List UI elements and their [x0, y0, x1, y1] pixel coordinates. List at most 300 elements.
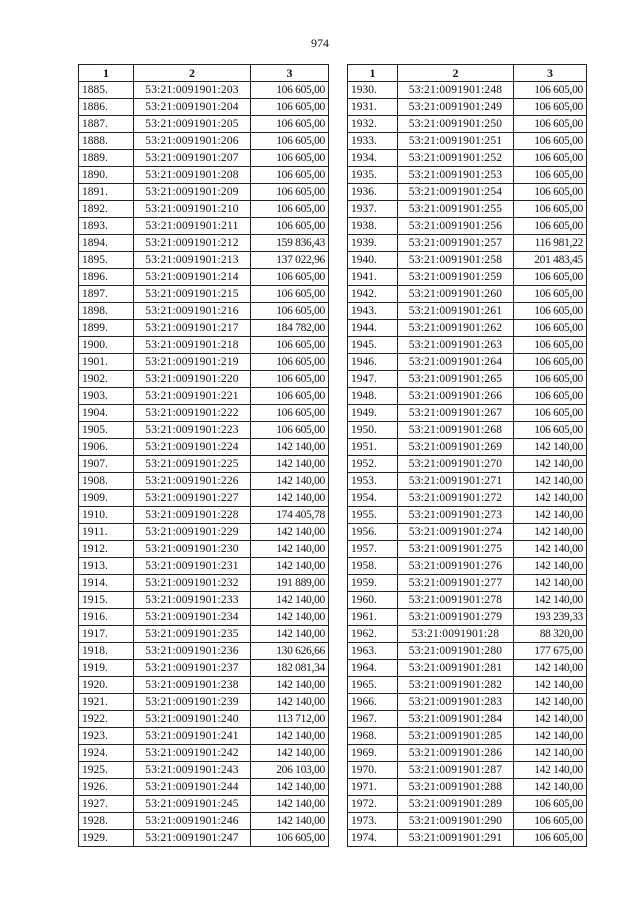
- row-number-cell: 1898.: [79, 303, 134, 320]
- table-row: [79, 388, 329, 405]
- column-header-cadastral: 2: [134, 65, 251, 82]
- value-cell: 142 140,00: [514, 558, 587, 575]
- cadastral-number-cell: 53:21:0091901:285: [398, 728, 514, 745]
- value-cell: 142 140,00: [514, 541, 587, 558]
- row-number-cell: 1928.: [79, 813, 134, 830]
- row-number-cell: 1969.: [348, 745, 398, 762]
- table-row: [348, 575, 587, 592]
- row-number-cell: 1891.: [79, 184, 134, 201]
- value-cell: 106 605,00: [251, 303, 329, 320]
- table-row: [348, 218, 587, 235]
- row-number-cell: 1924.: [79, 745, 134, 762]
- value-cell: 142 140,00: [251, 439, 329, 456]
- value-cell: 106 605,00: [251, 269, 329, 286]
- table-row: [348, 439, 587, 456]
- row-number-cell: 1915.: [79, 592, 134, 609]
- table-row: [348, 201, 587, 218]
- table-row: [79, 167, 329, 184]
- cadastral-number-cell: 53:21:0091901:225: [134, 456, 251, 473]
- cadastral-number-cell: 53:21:0091901:205: [134, 116, 251, 133]
- row-number-cell: 1886.: [79, 99, 134, 116]
- row-number-cell: 1887.: [79, 116, 134, 133]
- value-cell: 142 140,00: [514, 490, 587, 507]
- row-number-cell: 1899.: [79, 320, 134, 337]
- cadastral-number-cell: 53:21:0091901:218: [134, 337, 251, 354]
- table-row: [348, 252, 587, 269]
- cadastral-number-cell: 53:21:0091901:273: [398, 507, 514, 524]
- cadastral-number-cell: 53:21:0091901:28: [398, 626, 514, 643]
- row-number-cell: 1917.: [79, 626, 134, 643]
- table-row: [348, 626, 587, 643]
- cadastral-number-cell: 53:21:0091901:277: [398, 575, 514, 592]
- table-row: [79, 796, 329, 813]
- row-number-cell: 1894.: [79, 235, 134, 252]
- value-cell: 142 140,00: [514, 711, 587, 728]
- row-number-cell: 1945.: [348, 337, 398, 354]
- table-row: [348, 660, 587, 677]
- value-cell: 106 605,00: [514, 388, 587, 405]
- value-cell: 113 712,00: [251, 711, 329, 728]
- row-number-cell: 1941.: [348, 269, 398, 286]
- value-cell: 106 605,00: [514, 201, 587, 218]
- row-number-cell: 1906.: [79, 439, 134, 456]
- value-cell: 193 239,33: [514, 609, 587, 626]
- row-number-cell: 1940.: [348, 252, 398, 269]
- row-number-cell: 1926.: [79, 779, 134, 796]
- value-cell: 142 140,00: [514, 575, 587, 592]
- row-number-cell: 1902.: [79, 371, 134, 388]
- value-cell: 106 605,00: [251, 830, 329, 847]
- table-row: [348, 507, 587, 524]
- table-row: [79, 337, 329, 354]
- table-row: [348, 694, 587, 711]
- value-cell: 116 981,22: [514, 235, 587, 252]
- cadastral-number-cell: 53:21:0091901:257: [398, 235, 514, 252]
- table-row: [348, 813, 587, 830]
- cadastral-number-cell: 53:21:0091901:207: [134, 150, 251, 167]
- cadastral-number-cell: 53:21:0091901:219: [134, 354, 251, 371]
- table-row: [348, 167, 587, 184]
- table-row: [348, 490, 587, 507]
- cadastral-number-cell: 53:21:0091901:240: [134, 711, 251, 728]
- value-cell: 106 605,00: [514, 796, 587, 813]
- value-cell: 106 605,00: [514, 830, 587, 847]
- table-row: [79, 456, 329, 473]
- cadastral-number-cell: 53:21:0091901:274: [398, 524, 514, 541]
- value-cell: 106 605,00: [514, 167, 587, 184]
- cadastral-number-cell: 53:21:0091901:244: [134, 779, 251, 796]
- cadastral-number-cell: 53:21:0091901:255: [398, 201, 514, 218]
- value-cell: 106 605,00: [514, 286, 587, 303]
- cadastral-number-cell: 53:21:0091901:233: [134, 592, 251, 609]
- cadastral-number-cell: 53:21:0091901:232: [134, 575, 251, 592]
- value-cell: 142 140,00: [251, 524, 329, 541]
- cadastral-number-cell: 53:21:0091901:282: [398, 677, 514, 694]
- cadastral-number-cell: 53:21:0091901:264: [398, 354, 514, 371]
- row-number-cell: 1903.: [79, 388, 134, 405]
- cadastral-number-cell: 53:21:0091901:270: [398, 456, 514, 473]
- value-cell: 106 605,00: [251, 184, 329, 201]
- value-cell: 142 140,00: [514, 473, 587, 490]
- row-number-cell: 1970.: [348, 762, 398, 779]
- row-number-cell: 1942.: [348, 286, 398, 303]
- row-number-cell: 1954.: [348, 490, 398, 507]
- table-row: [348, 286, 587, 303]
- cadastral-number-cell: 53:21:0091901:258: [398, 252, 514, 269]
- table-row: [79, 133, 329, 150]
- table-row: [348, 762, 587, 779]
- table-row: [79, 269, 329, 286]
- value-cell: 106 605,00: [251, 422, 329, 439]
- value-cell: 106 605,00: [251, 133, 329, 150]
- table-header-row: [79, 65, 329, 82]
- table-row: [79, 201, 329, 218]
- row-number-cell: 1949.: [348, 405, 398, 422]
- column-header-value: 3: [514, 65, 587, 82]
- row-number-cell: 1955.: [348, 507, 398, 524]
- row-number-cell: 1904.: [79, 405, 134, 422]
- table-row: [79, 422, 329, 439]
- row-number-cell: 1958.: [348, 558, 398, 575]
- cadastral-number-cell: 53:21:0091901:254: [398, 184, 514, 201]
- table-row: [79, 405, 329, 422]
- value-cell: 201 483,45: [514, 252, 587, 269]
- cadastral-number-cell: 53:21:0091901:262: [398, 320, 514, 337]
- cadastral-number-cell: 53:21:0091901:220: [134, 371, 251, 388]
- table-row: [79, 303, 329, 320]
- value-cell: 142 140,00: [514, 439, 587, 456]
- row-number-cell: 1900.: [79, 337, 134, 354]
- value-cell: 106 605,00: [251, 116, 329, 133]
- cadastral-number-cell: 53:21:0091901:227: [134, 490, 251, 507]
- value-cell: 106 605,00: [251, 167, 329, 184]
- cadastral-number-cell: 53:21:0091901:231: [134, 558, 251, 575]
- value-cell: 191 889,00: [251, 575, 329, 592]
- table-row: [348, 422, 587, 439]
- cadastral-number-cell: 53:21:0091901:272: [398, 490, 514, 507]
- row-number-cell: 1934.: [348, 150, 398, 167]
- value-cell: 106 605,00: [514, 371, 587, 388]
- value-cell: 142 140,00: [251, 592, 329, 609]
- cadastral-number-cell: 53:21:0091901:203: [134, 82, 251, 99]
- row-number-cell: 1922.: [79, 711, 134, 728]
- row-number-cell: 1893.: [79, 218, 134, 235]
- cadastral-number-cell: 53:21:0091901:280: [398, 643, 514, 660]
- cadastral-number-cell: 53:21:0091901:210: [134, 201, 251, 218]
- value-cell: 142 140,00: [514, 779, 587, 796]
- row-number-cell: 1965.: [348, 677, 398, 694]
- row-number-cell: 1910.: [79, 507, 134, 524]
- value-cell: 142 140,00: [514, 677, 587, 694]
- cadastral-number-cell: 53:21:0091901:234: [134, 609, 251, 626]
- table-row: [79, 626, 329, 643]
- row-number-cell: 1895.: [79, 252, 134, 269]
- row-number-cell: 1888.: [79, 133, 134, 150]
- cadastral-number-cell: 53:21:0091901:228: [134, 507, 251, 524]
- cadastral-number-cell: 53:21:0091901:256: [398, 218, 514, 235]
- row-number-cell: 1967.: [348, 711, 398, 728]
- value-cell: 106 605,00: [251, 150, 329, 167]
- row-number-cell: 1931.: [348, 99, 398, 116]
- table-row: [348, 711, 587, 728]
- table-row: [348, 99, 587, 116]
- table-row: [79, 779, 329, 796]
- cadastral-number-cell: 53:21:0091901:213: [134, 252, 251, 269]
- cadastral-number-cell: 53:21:0091901:287: [398, 762, 514, 779]
- value-cell: 174 405,78: [251, 507, 329, 524]
- cadastral-number-cell: 53:21:0091901:250: [398, 116, 514, 133]
- row-number-cell: 1916.: [79, 609, 134, 626]
- table-row: [79, 99, 329, 116]
- cadastral-number-cell: 53:21:0091901:239: [134, 694, 251, 711]
- value-cell: 106 605,00: [514, 422, 587, 439]
- table-row: [79, 541, 329, 558]
- cadastral-number-cell: 53:21:0091901:291: [398, 830, 514, 847]
- value-cell: 106 605,00: [251, 286, 329, 303]
- row-number-cell: 1920.: [79, 677, 134, 694]
- value-cell: 106 605,00: [514, 184, 587, 201]
- table-row: [348, 456, 587, 473]
- table-row: [348, 82, 587, 99]
- cadastral-number-cell: 53:21:0091901:242: [134, 745, 251, 762]
- row-number-cell: 1933.: [348, 133, 398, 150]
- row-number-cell: 1935.: [348, 167, 398, 184]
- value-cell: 88 320,00: [514, 626, 587, 643]
- row-number-cell: 1959.: [348, 575, 398, 592]
- table-row: [348, 235, 587, 252]
- table-row: [79, 252, 329, 269]
- cadastral-number-cell: 53:21:0091901:278: [398, 592, 514, 609]
- value-cell: 142 140,00: [514, 524, 587, 541]
- table-row: [348, 830, 587, 847]
- row-number-cell: 1937.: [348, 201, 398, 218]
- table-row: [348, 354, 587, 371]
- row-number-cell: 1890.: [79, 167, 134, 184]
- row-number-cell: 1896.: [79, 269, 134, 286]
- cadastral-number-cell: 53:21:0091901:235: [134, 626, 251, 643]
- cadastral-number-cell: 53:21:0091901:289: [398, 796, 514, 813]
- cadastral-number-cell: 53:21:0091901:275: [398, 541, 514, 558]
- cadastral-number-cell: 53:21:0091901:237: [134, 660, 251, 677]
- cadastral-number-cell: 53:21:0091901:265: [398, 371, 514, 388]
- table-row: [79, 354, 329, 371]
- value-cell: 142 140,00: [251, 473, 329, 490]
- value-cell: 142 140,00: [251, 728, 329, 745]
- table-header-row: [348, 65, 587, 82]
- value-cell: 142 140,00: [251, 677, 329, 694]
- table-row: [79, 473, 329, 490]
- row-number-cell: 1972.: [348, 796, 398, 813]
- row-number-cell: 1932.: [348, 116, 398, 133]
- row-number-cell: 1936.: [348, 184, 398, 201]
- row-number-cell: 1950.: [348, 422, 398, 439]
- value-cell: 142 140,00: [251, 745, 329, 762]
- table-row: [348, 728, 587, 745]
- row-number-cell: 1908.: [79, 473, 134, 490]
- row-number-cell: 1951.: [348, 439, 398, 456]
- column-header-cadastral: 2: [398, 65, 514, 82]
- value-cell: 142 140,00: [514, 762, 587, 779]
- table-row: [79, 609, 329, 626]
- value-cell: 142 140,00: [251, 609, 329, 626]
- cadastral-number-cell: 53:21:0091901:230: [134, 541, 251, 558]
- table-row: [348, 558, 587, 575]
- row-number-cell: 1957.: [348, 541, 398, 558]
- value-cell: 137 022,96: [251, 252, 329, 269]
- table-row: [79, 575, 329, 592]
- cadastral-number-cell: 53:21:0091901:260: [398, 286, 514, 303]
- cadastral-number-cell: 53:21:0091901:209: [134, 184, 251, 201]
- cadastral-number-cell: 53:21:0091901:206: [134, 133, 251, 150]
- table-row: [79, 711, 329, 728]
- value-cell: 106 605,00: [514, 354, 587, 371]
- table-row: [79, 830, 329, 847]
- table-row: [79, 150, 329, 167]
- row-number-cell: 1907.: [79, 456, 134, 473]
- cadastral-number-cell: 53:21:0091901:216: [134, 303, 251, 320]
- value-cell: 142 140,00: [514, 660, 587, 677]
- table-row: [79, 592, 329, 609]
- value-cell: 206 103,00: [251, 762, 329, 779]
- row-number-cell: 1918.: [79, 643, 134, 660]
- row-number-cell: 1885.: [79, 82, 134, 99]
- value-cell: 142 140,00: [251, 626, 329, 643]
- cadastral-number-cell: 53:21:0091901:245: [134, 796, 251, 813]
- column-header-number: 1: [79, 65, 134, 82]
- cadastral-number-cell: 53:21:0091901:215: [134, 286, 251, 303]
- value-cell: 142 140,00: [251, 558, 329, 575]
- row-number-cell: 1966.: [348, 694, 398, 711]
- cadastral-number-cell: 53:21:0091901:276: [398, 558, 514, 575]
- table-row: [79, 218, 329, 235]
- table-row: [348, 116, 587, 133]
- cadastral-number-cell: 53:21:0091901:281: [398, 660, 514, 677]
- table-row: [79, 116, 329, 133]
- row-number-cell: 1921.: [79, 694, 134, 711]
- value-cell: 130 626,66: [251, 643, 329, 660]
- value-cell: 106 605,00: [251, 405, 329, 422]
- cadastral-number-cell: 53:21:0091901:212: [134, 235, 251, 252]
- row-number-cell: 1911.: [79, 524, 134, 541]
- row-number-cell: 1953.: [348, 473, 398, 490]
- value-cell: 142 140,00: [514, 592, 587, 609]
- row-number-cell: 1962.: [348, 626, 398, 643]
- column-header-value: 3: [251, 65, 329, 82]
- value-cell: 106 605,00: [514, 150, 587, 167]
- row-number-cell: 1905.: [79, 422, 134, 439]
- cadastral-number-cell: 53:21:0091901:204: [134, 99, 251, 116]
- cadastral-number-cell: 53:21:0091901:259: [398, 269, 514, 286]
- table-row: [348, 677, 587, 694]
- cadastral-number-cell: 53:21:0091901:253: [398, 167, 514, 184]
- value-cell: 142 140,00: [251, 796, 329, 813]
- table-row: [348, 592, 587, 609]
- value-cell: 106 605,00: [251, 337, 329, 354]
- row-number-cell: 1971.: [348, 779, 398, 796]
- table-row: [348, 473, 587, 490]
- value-cell: 142 140,00: [251, 541, 329, 558]
- table-row: [79, 371, 329, 388]
- row-number-cell: 1960.: [348, 592, 398, 609]
- value-cell: 142 140,00: [251, 694, 329, 711]
- value-cell: 106 605,00: [514, 133, 587, 150]
- table-row: [348, 371, 587, 388]
- row-number-cell: 1964.: [348, 660, 398, 677]
- value-cell: 184 782,00: [251, 320, 329, 337]
- cadastral-number-cell: 53:21:0091901:248: [398, 82, 514, 99]
- table-row: [348, 405, 587, 422]
- cadastral-number-cell: 53:21:0091901:226: [134, 473, 251, 490]
- value-cell: 106 605,00: [514, 269, 587, 286]
- table-row: [348, 388, 587, 405]
- value-cell: 106 605,00: [514, 337, 587, 354]
- value-cell: 159 836,43: [251, 235, 329, 252]
- cadastral-number-cell: 53:21:0091901:246: [134, 813, 251, 830]
- value-cell: 177 675,00: [514, 643, 587, 660]
- table-row: [79, 643, 329, 660]
- table-row: [79, 184, 329, 201]
- value-cell: 142 140,00: [514, 745, 587, 762]
- cadastral-number-cell: 53:21:0091901:252: [398, 150, 514, 167]
- value-cell: 142 140,00: [514, 694, 587, 711]
- row-number-cell: 1897.: [79, 286, 134, 303]
- value-cell: 106 605,00: [514, 405, 587, 422]
- cadastral-number-cell: 53:21:0091901:268: [398, 422, 514, 439]
- cadastral-number-cell: 53:21:0091901:266: [398, 388, 514, 405]
- value-cell: 106 605,00: [251, 371, 329, 388]
- row-number-cell: 1943.: [348, 303, 398, 320]
- cadastral-number-cell: 53:21:0091901:290: [398, 813, 514, 830]
- cadastral-number-cell: 53:21:0091901:286: [398, 745, 514, 762]
- value-cell: 142 140,00: [251, 779, 329, 796]
- column-header-number: 1: [348, 65, 398, 82]
- cadastral-number-cell: 53:21:0091901:269: [398, 439, 514, 456]
- table-row: [348, 609, 587, 626]
- row-number-cell: 1974.: [348, 830, 398, 847]
- row-number-cell: 1948.: [348, 388, 398, 405]
- table-row: [79, 677, 329, 694]
- value-cell: 106 605,00: [514, 320, 587, 337]
- table-row: [348, 337, 587, 354]
- table-row: [79, 439, 329, 456]
- row-number-cell: 1939.: [348, 235, 398, 252]
- value-cell: 142 140,00: [251, 490, 329, 507]
- table-row: [79, 762, 329, 779]
- cadastral-number-cell: 53:21:0091901:222: [134, 405, 251, 422]
- row-number-cell: 1944.: [348, 320, 398, 337]
- register-table-left: [78, 64, 329, 847]
- row-number-cell: 1925.: [79, 762, 134, 779]
- value-cell: 106 605,00: [514, 303, 587, 320]
- table-row: [348, 643, 587, 660]
- cadastral-number-cell: 53:21:0091901:241: [134, 728, 251, 745]
- cadastral-number-cell: 53:21:0091901:263: [398, 337, 514, 354]
- cadastral-number-cell: 53:21:0091901:251: [398, 133, 514, 150]
- table-row: [79, 745, 329, 762]
- value-cell: 106 605,00: [514, 218, 587, 235]
- value-cell: 182 081,34: [251, 660, 329, 677]
- table-row: [79, 235, 329, 252]
- cadastral-number-cell: 53:21:0091901:238: [134, 677, 251, 694]
- cadastral-number-cell: 53:21:0091901:236: [134, 643, 251, 660]
- value-cell: 142 140,00: [514, 456, 587, 473]
- row-number-cell: 1892.: [79, 201, 134, 218]
- value-cell: 106 605,00: [251, 218, 329, 235]
- table-row: [348, 796, 587, 813]
- cadastral-number-cell: 53:21:0091901:221: [134, 388, 251, 405]
- cadastral-number-cell: 53:21:0091901:267: [398, 405, 514, 422]
- cadastral-number-cell: 53:21:0091901:217: [134, 320, 251, 337]
